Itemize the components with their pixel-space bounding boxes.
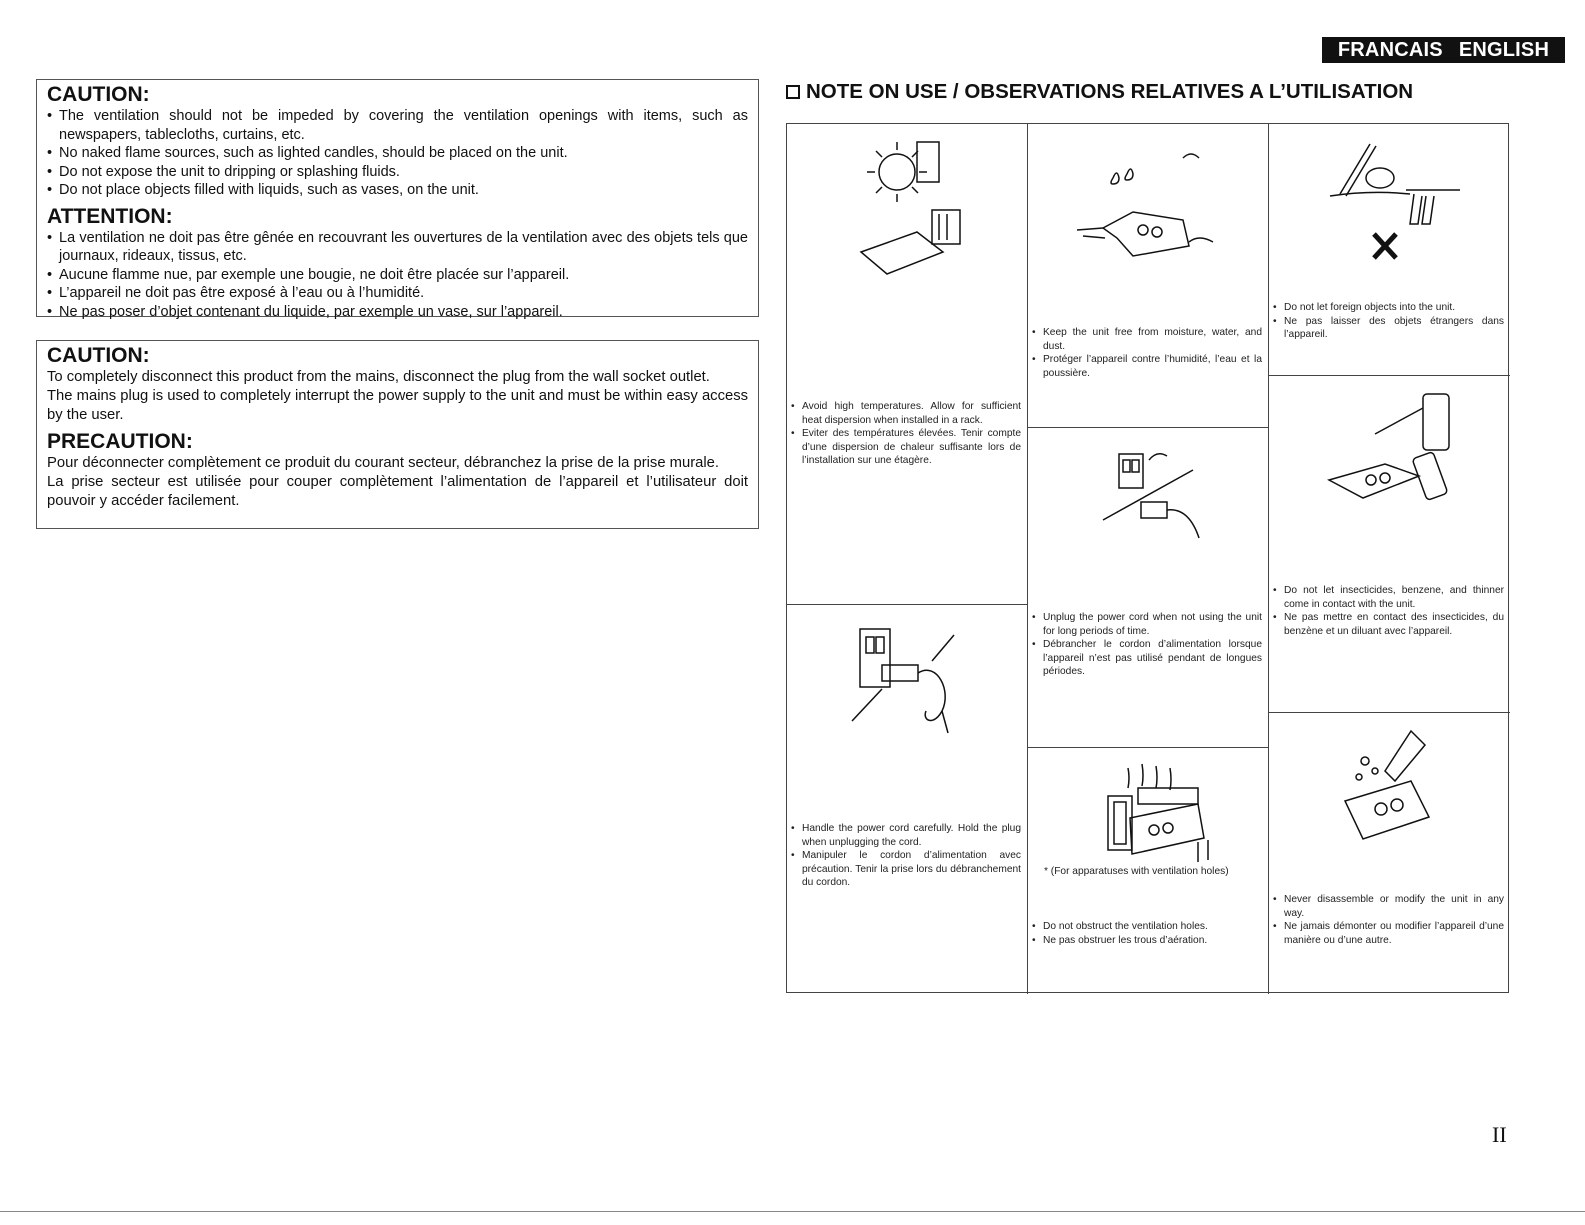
- note-cell-disassemble: [1269, 713, 1510, 994]
- list-item: • La ventilation ne doit pas être gênée en recouvrant les ouvertures de la ventilation avec des objets tels que journaux, rideaux, tissus, etc.: [47, 229, 748, 266]
- screwdriver-disassemble-illustration-icon: [1269, 721, 1510, 851]
- precaution-paragraph: La prise secteur est utilisée pour couper complètement l’alimentation de l’appareil et l’utilisateur doit pouvoir y accéder facilement.: [47, 474, 748, 509]
- checkbox-square-icon: [786, 85, 800, 99]
- list-item: • Do not obstruct the ventilation holes.: [1032, 920, 1262, 934]
- list-item: • Do not expose the unit to dripping or splashing fluids.: [47, 163, 748, 182]
- list-item: • Eviter des températures élevées. Tenir compte d’une dispersion de chaleur suffisante lors de l’installation sur une étagère.: [791, 427, 1021, 468]
- list-item: • Protéger l’appareil contre l’humidité, l’eau et la poussière.: [1032, 353, 1262, 380]
- note-cell-cord: [787, 605, 1028, 994]
- caution-heading: CAUTION:: [47, 344, 150, 367]
- list-item: • Ne pas mettre en contact des insecticides, du benzène et un diluant avec l’appareil.: [1273, 611, 1504, 638]
- list-item: • Manipuler le cordon d’alimentation avec précaution. Tenir la prise lors du débranchement du cordon.: [791, 849, 1021, 890]
- list-item: • Aucune flamme nue, par exemple une bougie, ne doit être placée sur l’appareil.: [47, 266, 748, 285]
- list-item: • Unplug the power cord when not using the unit for long periods of time.: [1032, 611, 1262, 638]
- lang-francais: FRANCAIS: [1337, 38, 1443, 61]
- plug-cord-illustration-icon: [787, 621, 1027, 741]
- list-item: • Ne jamais démonter ou modifier l’appareil d’une manière ou d’une autre.: [1273, 920, 1504, 947]
- precaution-paragraph: Pour déconnecter complètement ce produit du courant secteur, débranchez la prise de la prise murale.: [47, 455, 719, 471]
- note-cell-unplug: [1028, 428, 1269, 748]
- list-item: • Never disassemble or modify the unit in any way.: [1273, 893, 1504, 920]
- list-item: • Avoid high temperatures. Allow for sufficient heat dispersion when installed in a rack.: [791, 400, 1021, 427]
- note-cell-heat: [787, 124, 1028, 605]
- note-title: NOTE ON USE / OBSERVATIONS RELATIVES A L’UTILISATION: [806, 80, 1414, 103]
- caution-list: [47, 107, 748, 200]
- note-cell-foreign: [1269, 124, 1510, 376]
- precaution-heading: PRECAUTION:: [47, 430, 193, 453]
- list-item: • Handle the power cord carefully. Hold the plug when unplugging the cord.: [791, 822, 1021, 849]
- caution-paragraph: To completely disconnect this product from the mains, disconnect the plug from the wall socket outlet.: [47, 369, 710, 385]
- list-item: • No naked flame sources, such as lighted candles, should be placed on the unit.: [47, 144, 748, 163]
- spray-can-illustration-icon: [1269, 384, 1510, 514]
- wall-outlet-unplug-illustration-icon: [1028, 440, 1268, 550]
- page-number: II: [1492, 1122, 1507, 1147]
- caution-heading: CAUTION:: [47, 83, 150, 106]
- list-item: • Ne pas laisser des objets étrangers dans l’appareil.: [1273, 315, 1504, 342]
- note-cell-insecticide: [1269, 376, 1510, 713]
- list-item: • Do not let insecticides, benzene, and thinner come in contact with the unit.: [1273, 584, 1504, 611]
- lang-english: ENGLISH: [1458, 38, 1550, 61]
- caution-ventilation-box: [36, 79, 759, 320]
- note-cell-moisture: [1028, 124, 1269, 428]
- list-item: • The ventilation should not be impeded by covering the ventilation openings with items, such as newspapers, tablecloths, curtains, etc.: [47, 107, 748, 144]
- attention-list: [47, 229, 748, 322]
- bottom-divider: [0, 1211, 1585, 1212]
- list-item: • Do not let foreign objects into the unit.: [1273, 301, 1504, 315]
- vent-footnote: * (For apparatuses with ventilation holes): [1044, 866, 1229, 877]
- list-item: • Débrancher le cordon d’alimentation lorsque l’appareil n’est pas utilisé pendant de longues périodes.: [1032, 638, 1262, 679]
- list-item: • Ne pas obstruer les trous d’aération.: [1032, 934, 1262, 948]
- water-dust-illustration-icon: [1028, 138, 1268, 268]
- language-tab: [1322, 37, 1565, 63]
- note-grid: [786, 123, 1509, 993]
- caution-paragraph: The mains plug is used to completely interrupt the power supply to the unit and must be within easy access by the user.: [47, 388, 748, 423]
- foreign-objects-illustration-icon: [1269, 134, 1510, 264]
- sun-heat-illustration-icon: [787, 132, 1027, 282]
- note-cell-vent: [1028, 748, 1269, 994]
- list-item: • L’appareil ne doit pas être exposé à l’eau ou à l’humidité.: [47, 284, 748, 303]
- attention-heading: ATTENTION:: [47, 204, 173, 228]
- list-item: • Ne pas poser d’objet contenant du liquide, par exemple un vase, sur l’appareil.: [47, 303, 748, 322]
- list-item: • Do not place objects filled with liquids, such as vases, on the unit.: [47, 181, 748, 200]
- blocked-vent-illustration-icon: [1028, 758, 1268, 868]
- note-heading: [786, 80, 1413, 104]
- mains-disconnect-box: [36, 340, 759, 529]
- list-item: • Keep the unit free from moisture, water, and dust.: [1032, 326, 1262, 353]
